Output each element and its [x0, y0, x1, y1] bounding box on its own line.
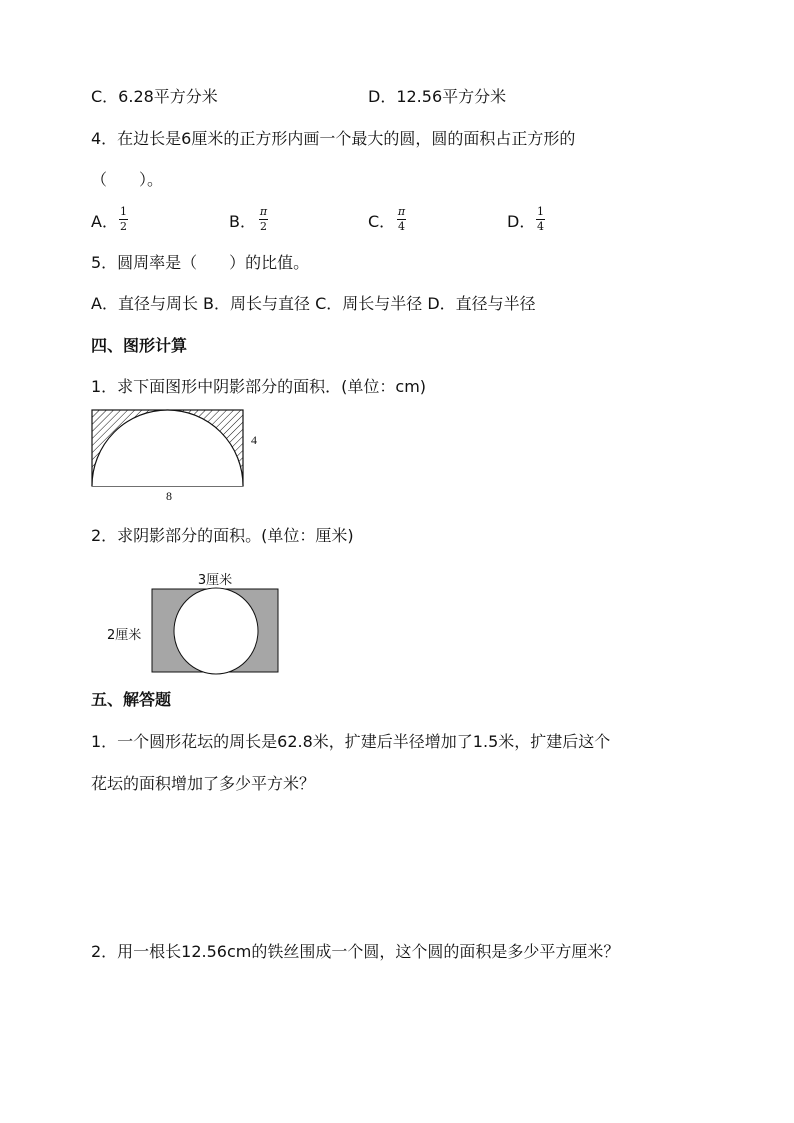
q4-option-d-letter: D．: [507, 212, 536, 231]
q4-option-b-numerator: π: [259, 205, 268, 218]
q3-option-d: D．12.56平方分米: [368, 87, 507, 106]
q5-stem: 5．圆周率是（ ）的比值。: [91, 253, 310, 272]
figure2-height-label: 2厘米: [107, 628, 142, 643]
q4-option-a-numerator: 1: [120, 205, 127, 218]
q4-stem-line2: （ ）。: [91, 170, 164, 189]
q4-option-a-denominator: 2: [120, 220, 127, 233]
q4-option-a-letter: A．: [91, 212, 118, 231]
q4-option-b-letter: B．: [229, 212, 256, 231]
figure2-width-label: 3厘米: [197, 573, 233, 588]
section4-problem1: 1．求下面图形中阴影部分的面积．(单位：cm): [91, 377, 427, 396]
circle: [174, 588, 258, 674]
q4-stem-line1: 4．在边长是6厘米的正方形内画一个最大的圆，圆的面积占正方形的: [91, 129, 576, 148]
q4-option-b-denominator: 2: [260, 220, 267, 233]
figure1-height-label: 4: [251, 433, 257, 447]
q4-option-c-letter: C．: [368, 212, 396, 231]
q4-option-c-denominator: 4: [398, 220, 405, 233]
figure1-width-label: 8: [166, 489, 172, 503]
q4-option-c-numerator: π: [397, 205, 406, 218]
section5-problem1-line1: 1．一个圆形花坛的周长是62.8米，扩建后半径增加了1.5米，扩建后这个: [91, 732, 611, 751]
q3-option-c: C．6.28平方分米: [91, 87, 218, 106]
section4-heading: 四、图形计算: [91, 336, 188, 355]
q4-option-d-denominator: 4: [537, 220, 544, 233]
section5-problem2: 2．用一根长12.56cm的铁丝围成一个圆，这个圆的面积是多少平方厘米？: [91, 942, 620, 961]
section4-problem2: 2．求阴影部分的面积。(单位：厘米): [91, 526, 354, 545]
q4-option-d-numerator: 1: [537, 205, 544, 218]
q5-options: A．直径与周长 B．周长与直径 C．周长与半径 D．直径与半径: [91, 294, 536, 313]
section5-heading: 五、解答题: [91, 690, 172, 709]
section5-problem1-line2: 花坛的面积增加了多少平方米？: [91, 774, 316, 793]
